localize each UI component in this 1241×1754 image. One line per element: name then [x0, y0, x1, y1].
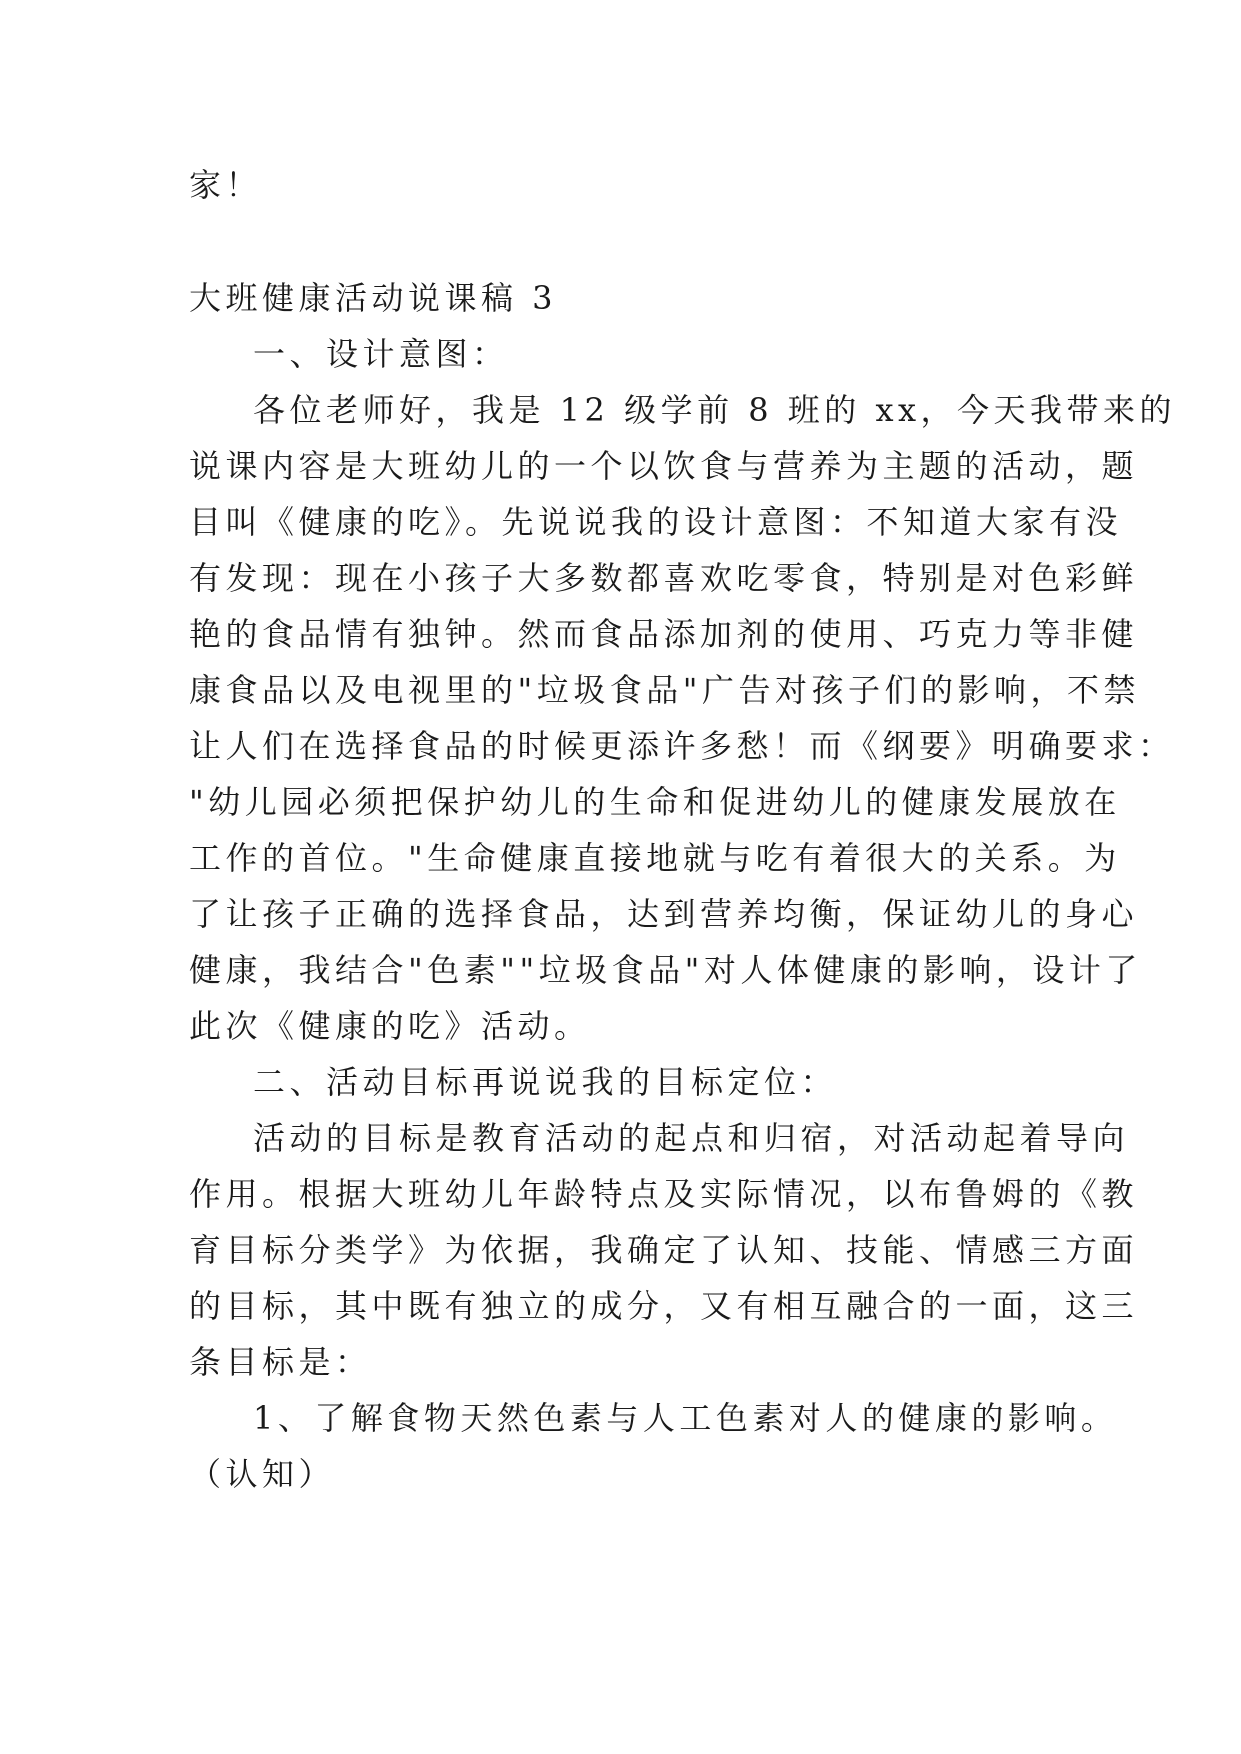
text-line: 艳的食品情有独钟。然而食品添加剂的使用、巧克力等非健: [189, 615, 1139, 653]
text-line: 条目标是：: [189, 1343, 372, 1381]
article-body: [189, 270, 1177, 1502]
section-heading-design-intent: 一、设计意图：: [253, 335, 509, 373]
goal-item-1: [189, 1390, 1118, 1502]
text-line: 目叫《健康的吃》。先说说我的设计意图：不知道大家有没: [189, 503, 1123, 541]
paragraph-design-intent: [189, 382, 1177, 1054]
text-line: 康食品以及电视里的"垃圾食品"广告对孩子们的影响，不禁: [189, 671, 1140, 709]
text-line: 了让孩子正确的选择食品，达到营养均衡，保证幼儿的身心: [189, 895, 1139, 933]
section-heading-activity-goals: 二、活动目标再说说我的目标定位：: [253, 1063, 838, 1101]
text-line: 有发现：现在小孩子大多数都喜欢吃零食，特别是对色彩鲜: [189, 559, 1139, 597]
text-line: 各位老师好，我是 12 级学前 8 班的 xx，今天我带来的: [253, 391, 1177, 429]
text-line: （认知）: [189, 1455, 336, 1493]
text-line: 活动的目标是教育活动的起点和归宿，对活动起着导向: [253, 1119, 1130, 1157]
text-line: 工作的首位。"生命健康直接地就与吃有着很大的关系。为: [189, 839, 1121, 877]
text-line: 家！: [189, 166, 263, 204]
text-line: 让人们在选择食品的时候更添许多愁！而《纲要》明确要求：: [189, 727, 1175, 765]
text-line: 作用。根据大班幼儿年龄特点及实际情况，以布鲁姆的《教: [189, 1175, 1139, 1213]
text-line: 1、了解食物天然色素与人工色素对人的健康的影响。: [253, 1399, 1118, 1437]
text-line: 健康，我结合"色素""垃圾食品"对人体健康的影响，设计了: [189, 951, 1142, 989]
text-line: 说课内容是大班幼儿的一个以饮食与营养为主题的活动，题: [189, 447, 1139, 485]
article-title: 大班健康活动说课稿 3: [189, 279, 558, 317]
text-line: 育目标分类学》为依据，我确定了认知、技能、情感三方面: [189, 1231, 1139, 1269]
text-line: 的目标，其中既有独立的成分，又有相互融合的一面，这三: [189, 1287, 1139, 1325]
text-line: 此次《健康的吃》活动。: [189, 1007, 591, 1045]
paragraph-activity-goals: [189, 1110, 1139, 1390]
previous-text-fragment: [189, 157, 1049, 213]
text-line: "幼儿园必须把保护幼儿的生命和促进幼儿的健康发展放在: [189, 783, 1121, 821]
